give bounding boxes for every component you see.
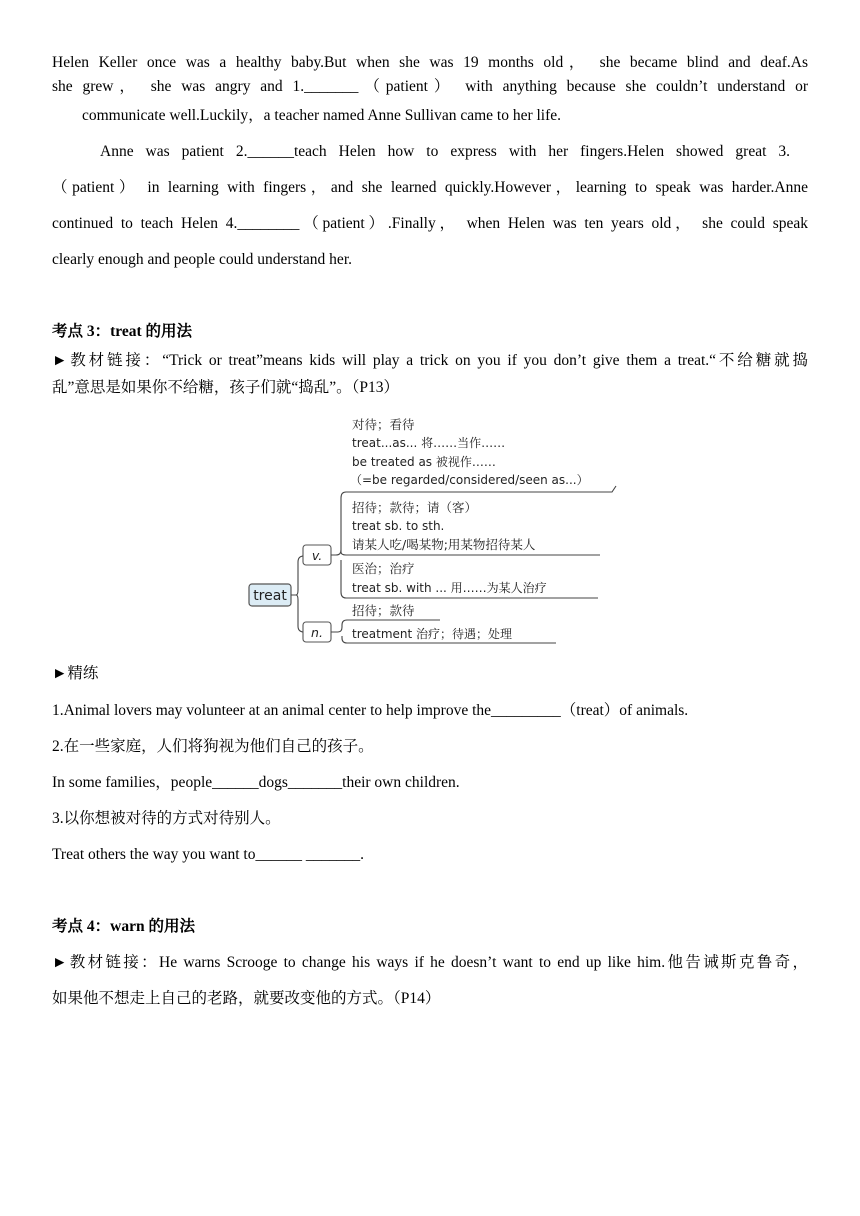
verb-sense2-pattern: treat sb. to sth.: [352, 519, 445, 533]
verb-sense1-pattern1: treat...as... 将……当作……: [352, 436, 506, 450]
treat-usage-mindmap: [246, 412, 618, 652]
verb-sense1-meaning: 对待；看待: [352, 417, 415, 432]
practice-heading: ►精练: [52, 665, 99, 682]
practice-question-1: 1.Animal lovers may volunteer at an animal center to help improve the_________（treat）of animals.: [52, 702, 689, 719]
noun-sense2: treatment 治疗；待遇；处理: [352, 627, 513, 641]
verb-sense3-pattern: treat sb. with ... 用……为某人治疗: [352, 581, 547, 595]
noun-label: n.: [311, 625, 323, 640]
mindmap-svg: [246, 412, 618, 652]
passage-line-2: she grew， she was angry and 1._______（patient） with anything because she couldn’t understand or: [52, 78, 808, 95]
point4-heading: 考点 4：warn 的用法: [52, 918, 195, 935]
connector-noun: [291, 595, 304, 632]
passage-line-1: Helen Keller once was a healthy baby.But when she was 19 months old， she became blind and deaf.As: [52, 54, 808, 71]
noun-sense1: 招待；款待: [352, 603, 415, 618]
practice-question-2-english: In some families，people______dogs_______their own children.: [52, 774, 460, 791]
connector-verb: [291, 556, 304, 595]
passage-line-7: clearly enough and people could understand her.: [52, 251, 352, 268]
verb-sense2-gloss: 请某人吃/喝某物;用某物招待某人: [352, 537, 536, 552]
passage-line-6: continued to teach Helen 4.________（patient）.Finally， when Helen was ten years old， she could speak: [52, 215, 808, 232]
point4-textbook-link-line-1: ►教材链接：He warns Scrooge to change his ways if he doesn’t want to end up like him.他告诫斯克鲁奇，: [52, 954, 808, 971]
point4-textbook-link-line-2: 如果他不想走上自己的老路，就要改变他的方式。（P14）: [52, 990, 441, 1007]
root-label: treat: [253, 588, 287, 604]
verb-sense3-meaning: 医治；治疗: [352, 561, 415, 576]
verb-sense1-pattern2: be treated as 被视作……: [352, 455, 496, 469]
point3-textbook-link-line-1: ►教材链接：“Trick or treat”means kids will play a trick on you if you don’t give them a treat.“不给糖就捣: [52, 352, 808, 369]
passage-line-5: （patient） in learning with fingers，and she learned quickly.However，learning to speak was harder.Anne: [52, 179, 808, 196]
point3-textbook-link-line-2: 乱”意思是如果你不给糖，孩子们就“捣乱”。（P13）: [52, 379, 400, 396]
practice-question-3-chinese: 3.以你想被对待的方式对待别人。: [52, 810, 281, 827]
passage-line-4: Anne was patient 2.______teach Helen how to express with her fingers.Helen showed great 3.: [100, 143, 790, 160]
passage-line-3: communicate well.Luckily，a teacher named Anne Sullivan came to her life.: [82, 107, 562, 124]
practice-question-3-english: Treat others the way you want to______ _______.: [52, 846, 364, 863]
point3-heading: 考点 3：treat 的用法: [52, 323, 193, 340]
practice-question-2-chinese: 2.在一些家庭，人们将狗视为他们自己的孩子。: [52, 738, 374, 755]
verb-sense1-note: （=be regarded/considered/seen as...）: [350, 473, 589, 487]
verb-sense2-meaning: 招待；款待；请（客）: [352, 500, 478, 515]
verb-label: v.: [311, 548, 323, 563]
